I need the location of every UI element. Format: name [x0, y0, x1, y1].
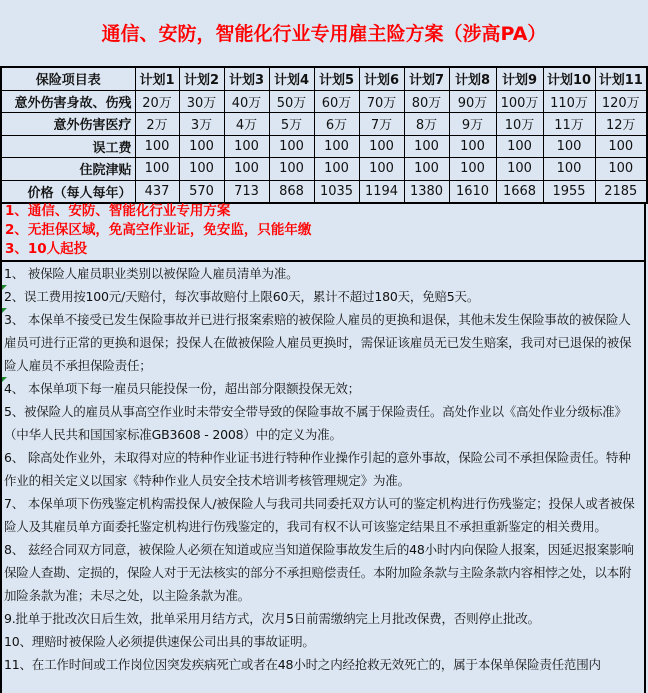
header-row [1, 67, 647, 90]
table-cell: 100 [314, 158, 359, 181]
table-cell: 10万 [496, 113, 543, 136]
table-cell: 50万 [269, 90, 314, 113]
table-cell: 868 [269, 180, 314, 203]
table-cell: 7万 [359, 113, 404, 136]
row-label: 意外伤害身故、伤残 [1, 90, 135, 113]
table-cell: 1194 [359, 180, 404, 203]
note-item [4, 538, 642, 607]
table-cell: 9万 [449, 113, 496, 136]
plan-header: 计划8 [449, 67, 496, 90]
table-cell: 2185 [595, 180, 647, 203]
error-marker-icon [2, 285, 7, 290]
note-item [4, 630, 642, 653]
plan-header: 计划9 [496, 67, 543, 90]
table-cell: 100 [135, 135, 179, 158]
error-marker-icon [2, 377, 7, 382]
plan-header: 计划6 [359, 67, 404, 90]
table-cell: 2万 [135, 113, 179, 136]
highlight-item: 3、10人起投 [5, 241, 88, 257]
header-label: 保险项目表 [1, 67, 135, 90]
table-cell: 100万 [496, 90, 543, 113]
note-text: 1、 被保险人雇员职业类别以被保险人雇员清单为准。 [4, 266, 299, 281]
row-label: 误工费 [1, 135, 135, 158]
table-cell: 100 [179, 135, 224, 158]
table-cell: 90万 [449, 90, 496, 113]
table-cell: 100 [404, 135, 449, 158]
table-cell: 1610 [449, 180, 496, 203]
table-cell: 100 [224, 135, 269, 158]
note-text: 10、理赔时被保险人必须提供速保公司出具的事故证明。 [4, 634, 315, 649]
table-cell: 3万 [179, 113, 224, 136]
table-cell: 437 [135, 180, 179, 203]
table-cell: 100 [269, 158, 314, 181]
table-cell: 11万 [543, 113, 595, 136]
note-item [4, 308, 642, 377]
highlights-section [0, 202, 646, 260]
table-cell: 120万 [595, 90, 647, 113]
table-cell: 100 [359, 158, 404, 181]
note-item [4, 653, 642, 676]
table-cell: 12万 [595, 113, 647, 136]
row-label: 意外伤害医疗 [1, 113, 135, 136]
highlight-item: 1、通信、安防、智能化行业专用方案 [5, 203, 231, 219]
table-cell: 100 [543, 158, 595, 181]
table-cell: 100 [224, 158, 269, 181]
note-item [4, 400, 642, 446]
table-cell: 1955 [543, 180, 595, 203]
note-text: 3、 本保单不接受已发生保险事故并已进行报案索赔的被保险人雇员的更换和退保，其他未发生保险事故的被保险人雇员可进行正常的更换和退保；投保人在做被保险人雇员更换时，需保证该雇员无已发生赔案，我司对已退保的被保险人雇员不承担保险责任； [4, 312, 632, 373]
table-cell: 30万 [179, 90, 224, 113]
plan-table [0, 66, 648, 204]
table-cell: 100 [179, 158, 224, 181]
table-cell: 100 [404, 158, 449, 181]
note-text: 4、 本保单项下每一雇员只能投保一份，超出部分限额投保无效； [4, 381, 360, 396]
table-cell: 80万 [404, 90, 449, 113]
plan-header: 计划11 [595, 67, 647, 90]
note-item [4, 492, 642, 538]
note-text: 2、误工费用按100元/天赔付，每次事故赔付上限60天，累计不超过180天，免赔5天。 [4, 289, 480, 304]
table-cell: 4万 [224, 113, 269, 136]
table-row [1, 158, 647, 181]
table-cell: 110万 [543, 90, 595, 113]
note-text: 11、在工作时间或工作岗位因突发疾病死亡或者在48小时之内经抢救无效死亡的，属于本保单保险责任范围内 [4, 657, 601, 672]
highlight-item: 2、无拒保区域，免高空作业证，免安监，只能年缴 [5, 222, 312, 238]
row-label: 价格（每人每年） [1, 180, 135, 203]
table-cell: 100 [496, 135, 543, 158]
plan-header: 计划1 [135, 67, 179, 90]
table-cell: 8万 [404, 113, 449, 136]
note-text: 9.批单于批改次日后生效，批单采用月结方式，次月5日前需缴纳完上月批改保费，否则停止批改。 [4, 611, 540, 626]
table-cell: 570 [179, 180, 224, 203]
plan-header: 计划7 [404, 67, 449, 90]
note-item [4, 607, 642, 630]
page-title: 通信、安防，智能化行业专用雇主险方案（涉高PA） [101, 22, 547, 45]
table-row [1, 90, 647, 113]
note-text: 7、 本保单项下伤残鉴定机构需投保人/被保险人与我司共同委托双方认可的鉴定机构进行伤残鉴定；投保人或者被保险人及其雇员单方面委托鉴定机构进行伤残鉴定的，我司有权不认可该鉴定结果且不承担重新鉴定的相关费用。 [4, 496, 635, 534]
note-text: 5、被保险人的雇员从事高空作业时未带安全带导致的保险事故不属于保险责任。高处作业以《高处作业分级标准》（中华人民共和国国家标准GB3608 - 2008）中的定义为准。 [4, 404, 627, 442]
table-cell: 100 [543, 135, 595, 158]
notes-section [0, 260, 646, 693]
table-cell: 1668 [496, 180, 543, 203]
table-cell: 100 [269, 135, 314, 158]
table-cell: 1035 [314, 180, 359, 203]
table-cell: 100 [449, 158, 496, 181]
table-cell: 20万 [135, 90, 179, 113]
row-label: 住院津贴 [1, 158, 135, 181]
table-cell: 100 [449, 135, 496, 158]
table-row [1, 135, 647, 158]
note-item [4, 446, 642, 492]
note-item [4, 285, 642, 308]
table-cell: 40万 [224, 90, 269, 113]
table-cell: 6万 [314, 113, 359, 136]
table-cell: 100 [496, 158, 543, 181]
table-cell: 70万 [359, 90, 404, 113]
table-row [1, 180, 647, 203]
table-cell: 60万 [314, 90, 359, 113]
table-cell: 100 [595, 135, 647, 158]
table-cell: 5万 [269, 113, 314, 136]
note-item [4, 377, 642, 400]
plan-header: 计划4 [269, 67, 314, 90]
table-cell: 100 [314, 135, 359, 158]
error-marker-icon [2, 308, 7, 313]
title-bar [0, 0, 648, 66]
plan-header: 计划10 [543, 67, 595, 90]
plan-header: 计划2 [179, 67, 224, 90]
note-text: 6、 除高处作业外，未取得对应的特种作业证书进行特种作业操作引起的意外事故，保险公司不承担保险责任。特种作业的相关定义以国家《特种作业人员安全技术培训考核管理规定》为准。 [4, 450, 631, 488]
table-cell: 100 [595, 158, 647, 181]
table-cell: 100 [135, 158, 179, 181]
plan-header: 计划3 [224, 67, 269, 90]
table-row [1, 113, 647, 136]
table-cell: 713 [224, 180, 269, 203]
note-item [4, 262, 642, 285]
note-text: 8、 兹经合同双方同意，被保险人必须在知道或应当知道保险事故发生后的48小时内向保险人报案，因延迟报案影响保险人查勘、定损的，保险人对于无法核实的部分不承担赔偿责任。本附加险条款与主险条款内容相悖之处，以本附加险条款为准；未尽之处，以主险条款为准。 [4, 542, 634, 603]
plan-header: 计划5 [314, 67, 359, 90]
table-cell: 1380 [404, 180, 449, 203]
table-cell: 100 [359, 135, 404, 158]
